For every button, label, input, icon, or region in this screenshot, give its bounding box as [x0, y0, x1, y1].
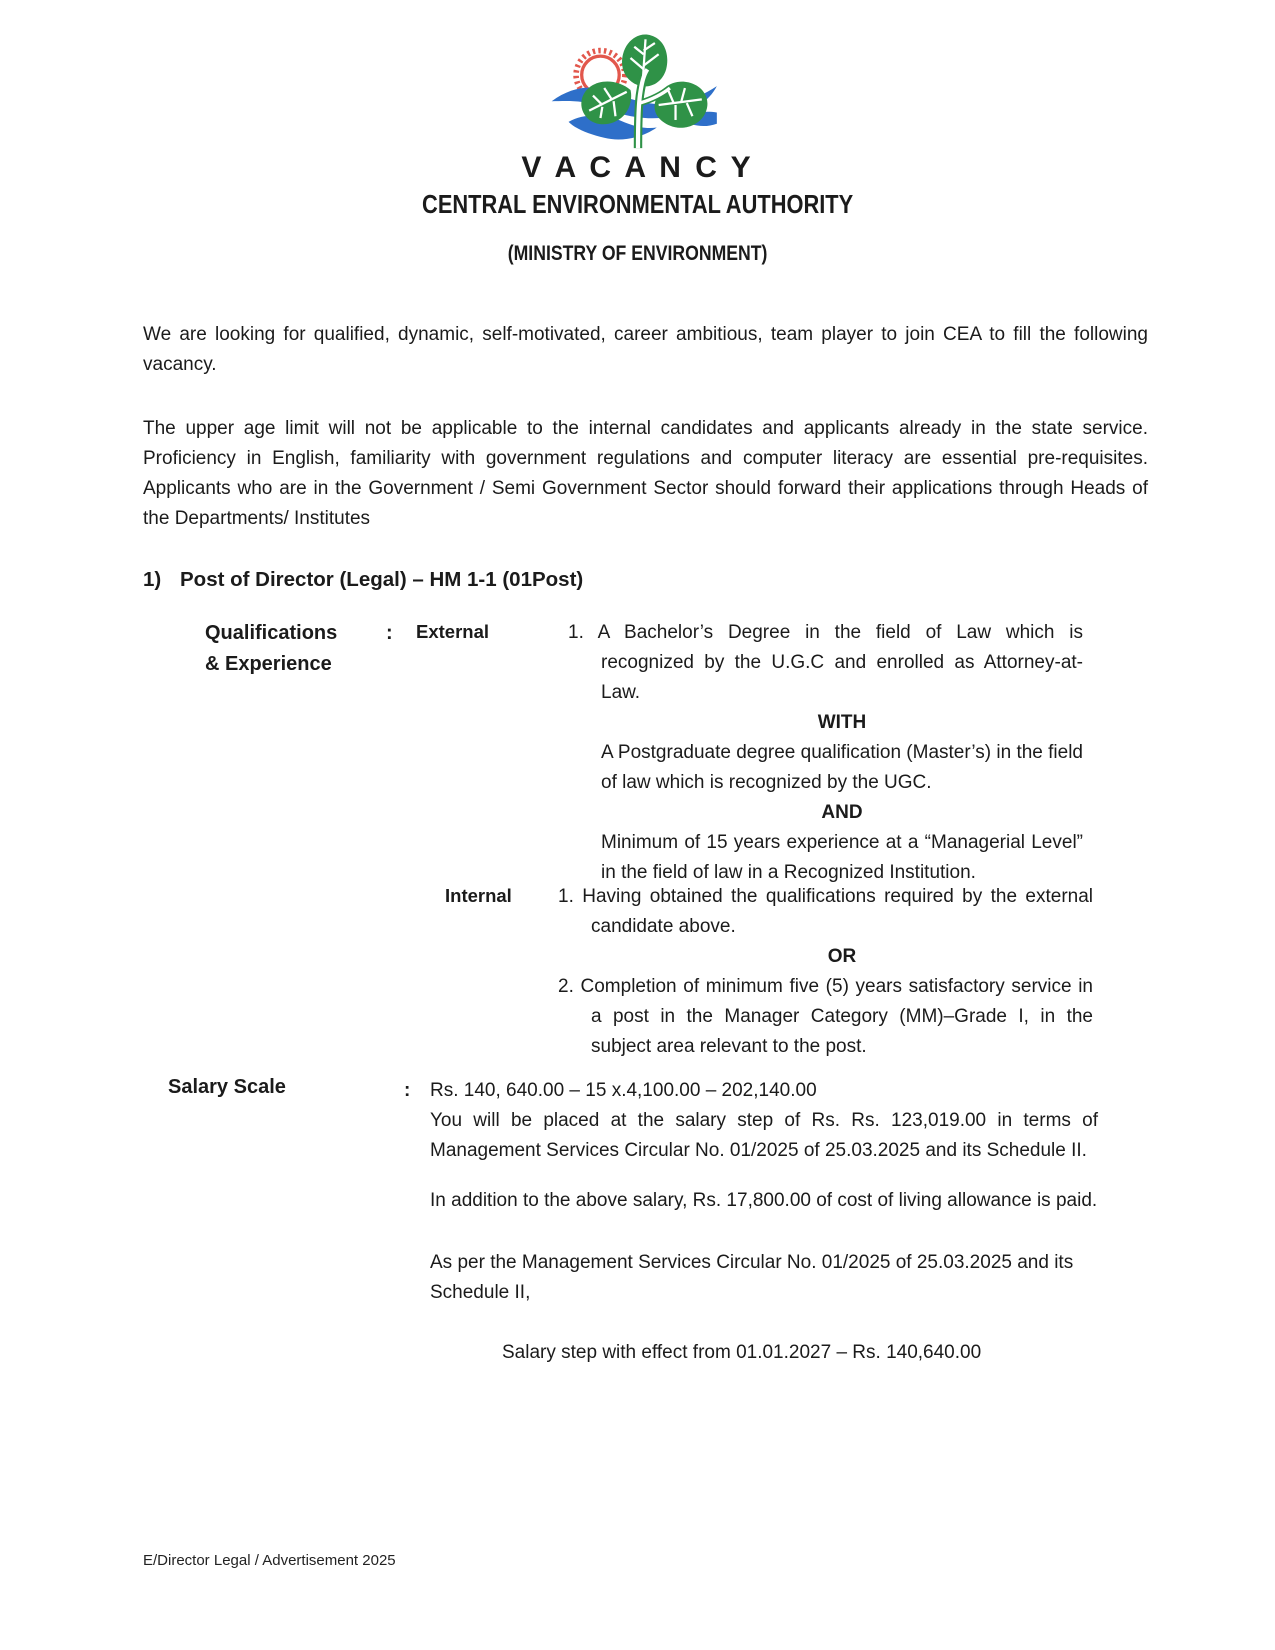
external-label: External	[416, 621, 490, 642]
external-item-1-text: A Bachelor’s Degree in the field of Law which is recognized by the U.G.C and enrolled as Attorney-at-Law.	[597, 622, 1083, 703]
with-conjunction: WITH	[817, 712, 867, 733]
cea-logo-graphic	[540, 28, 736, 150]
intro-paragraph: We are looking for qualified, dynamic, self-motivated, career ambitious, team player to join CEA to fill the following vacancy.	[143, 324, 1148, 375]
internal-item-1-text: Having obtained the qualifications required by the external candidate above.	[582, 886, 1093, 937]
qualifications-label-line2: & Experience	[205, 653, 332, 675]
post-heading-number: 1)	[143, 568, 162, 591]
and-conjunction: AND	[821, 802, 863, 823]
salary-scale-colon: :	[404, 1080, 411, 1101]
qualifications-colon: :	[386, 622, 393, 644]
authority-name-text: CENTRAL ENVIRONMENTAL AUTHORITY	[421, 189, 854, 219]
external-item-1-number: 1.	[568, 622, 584, 643]
circular-reference-note: As per the Management Services Circular No. 01/2025 of 25.03.2025 and its Schedule II,	[430, 1252, 1074, 1303]
external-qualifications	[568, 618, 1083, 888]
ministry-name-text: (MINISTRY OF ENVIRONMENT)	[507, 242, 768, 265]
internal-label: Internal	[445, 885, 512, 906]
salary-scale-content	[430, 1076, 1098, 1368]
qualifications-label-line1: Qualifications	[205, 622, 338, 644]
post-heading-text: Post of Director (Legal) – HM 1-1 (01Post)	[180, 568, 584, 591]
postgraduate-requirement: A Postgraduate degree qualification (Master’s) in the field of law which is recognized by the UGC.	[601, 742, 1083, 793]
vacancy-title: V A C A N C Y	[521, 151, 754, 184]
internal-item-1	[558, 882, 1093, 942]
ministry-name	[0, 242, 1275, 266]
footer-reference: E/Director Legal / Advertisement 2025	[143, 1552, 396, 1569]
experience-requirement: Minimum of 15 years experience at a “Managerial Level” in the field of law in a Recognized Institution.	[601, 832, 1083, 883]
salary-scale-value: Rs. 140, 640.00 – 15 x.4,100.00 – 202,140.00	[430, 1080, 817, 1101]
salary-step-note: Salary step with effect from 01.01.2027 – Rs. 140,640.00	[502, 1342, 982, 1363]
salary-placement-note: You will be placed at the salary step of Rs. Rs. 123,019.00 in terms of Management Services Circular No. 01/2025 of 25.03.2025 and its Schedule II.	[430, 1110, 1098, 1161]
cea-logo	[0, 28, 1275, 150]
authority-name	[0, 189, 1275, 220]
internal-item-2-text: Completion of minimum five (5) years satisfactory service in a post in the Manager Category (MM)–Grade I, in the subject area relevant to the post.	[580, 976, 1094, 1057]
internal-item-1-number: 1.	[558, 886, 574, 907]
internal-qualifications	[558, 882, 1093, 1062]
cost-of-living-note: In addition to the above salary, Rs. 17,800.00 of cost of living allowance is paid.	[430, 1190, 1098, 1211]
qualifications-label	[205, 618, 380, 680]
post-heading	[143, 568, 583, 592]
requirements-paragraph: The upper age limit will not be applicable to the internal candidates and applicants already in the state service. Proficiency in English, familiarity with government regulations and computer literacy are essential pre-requisites. Applicants who are in the Government / Semi Government Sector should forward their applications through Heads of the Departments/ Institutes	[143, 418, 1148, 529]
salary-scale-label: Salary Scale	[168, 1076, 286, 1098]
internal-item-2	[558, 972, 1093, 1062]
internal-item-2-number: 2.	[558, 976, 574, 997]
external-item-1	[568, 618, 1083, 708]
or-conjunction: OR	[827, 946, 857, 967]
